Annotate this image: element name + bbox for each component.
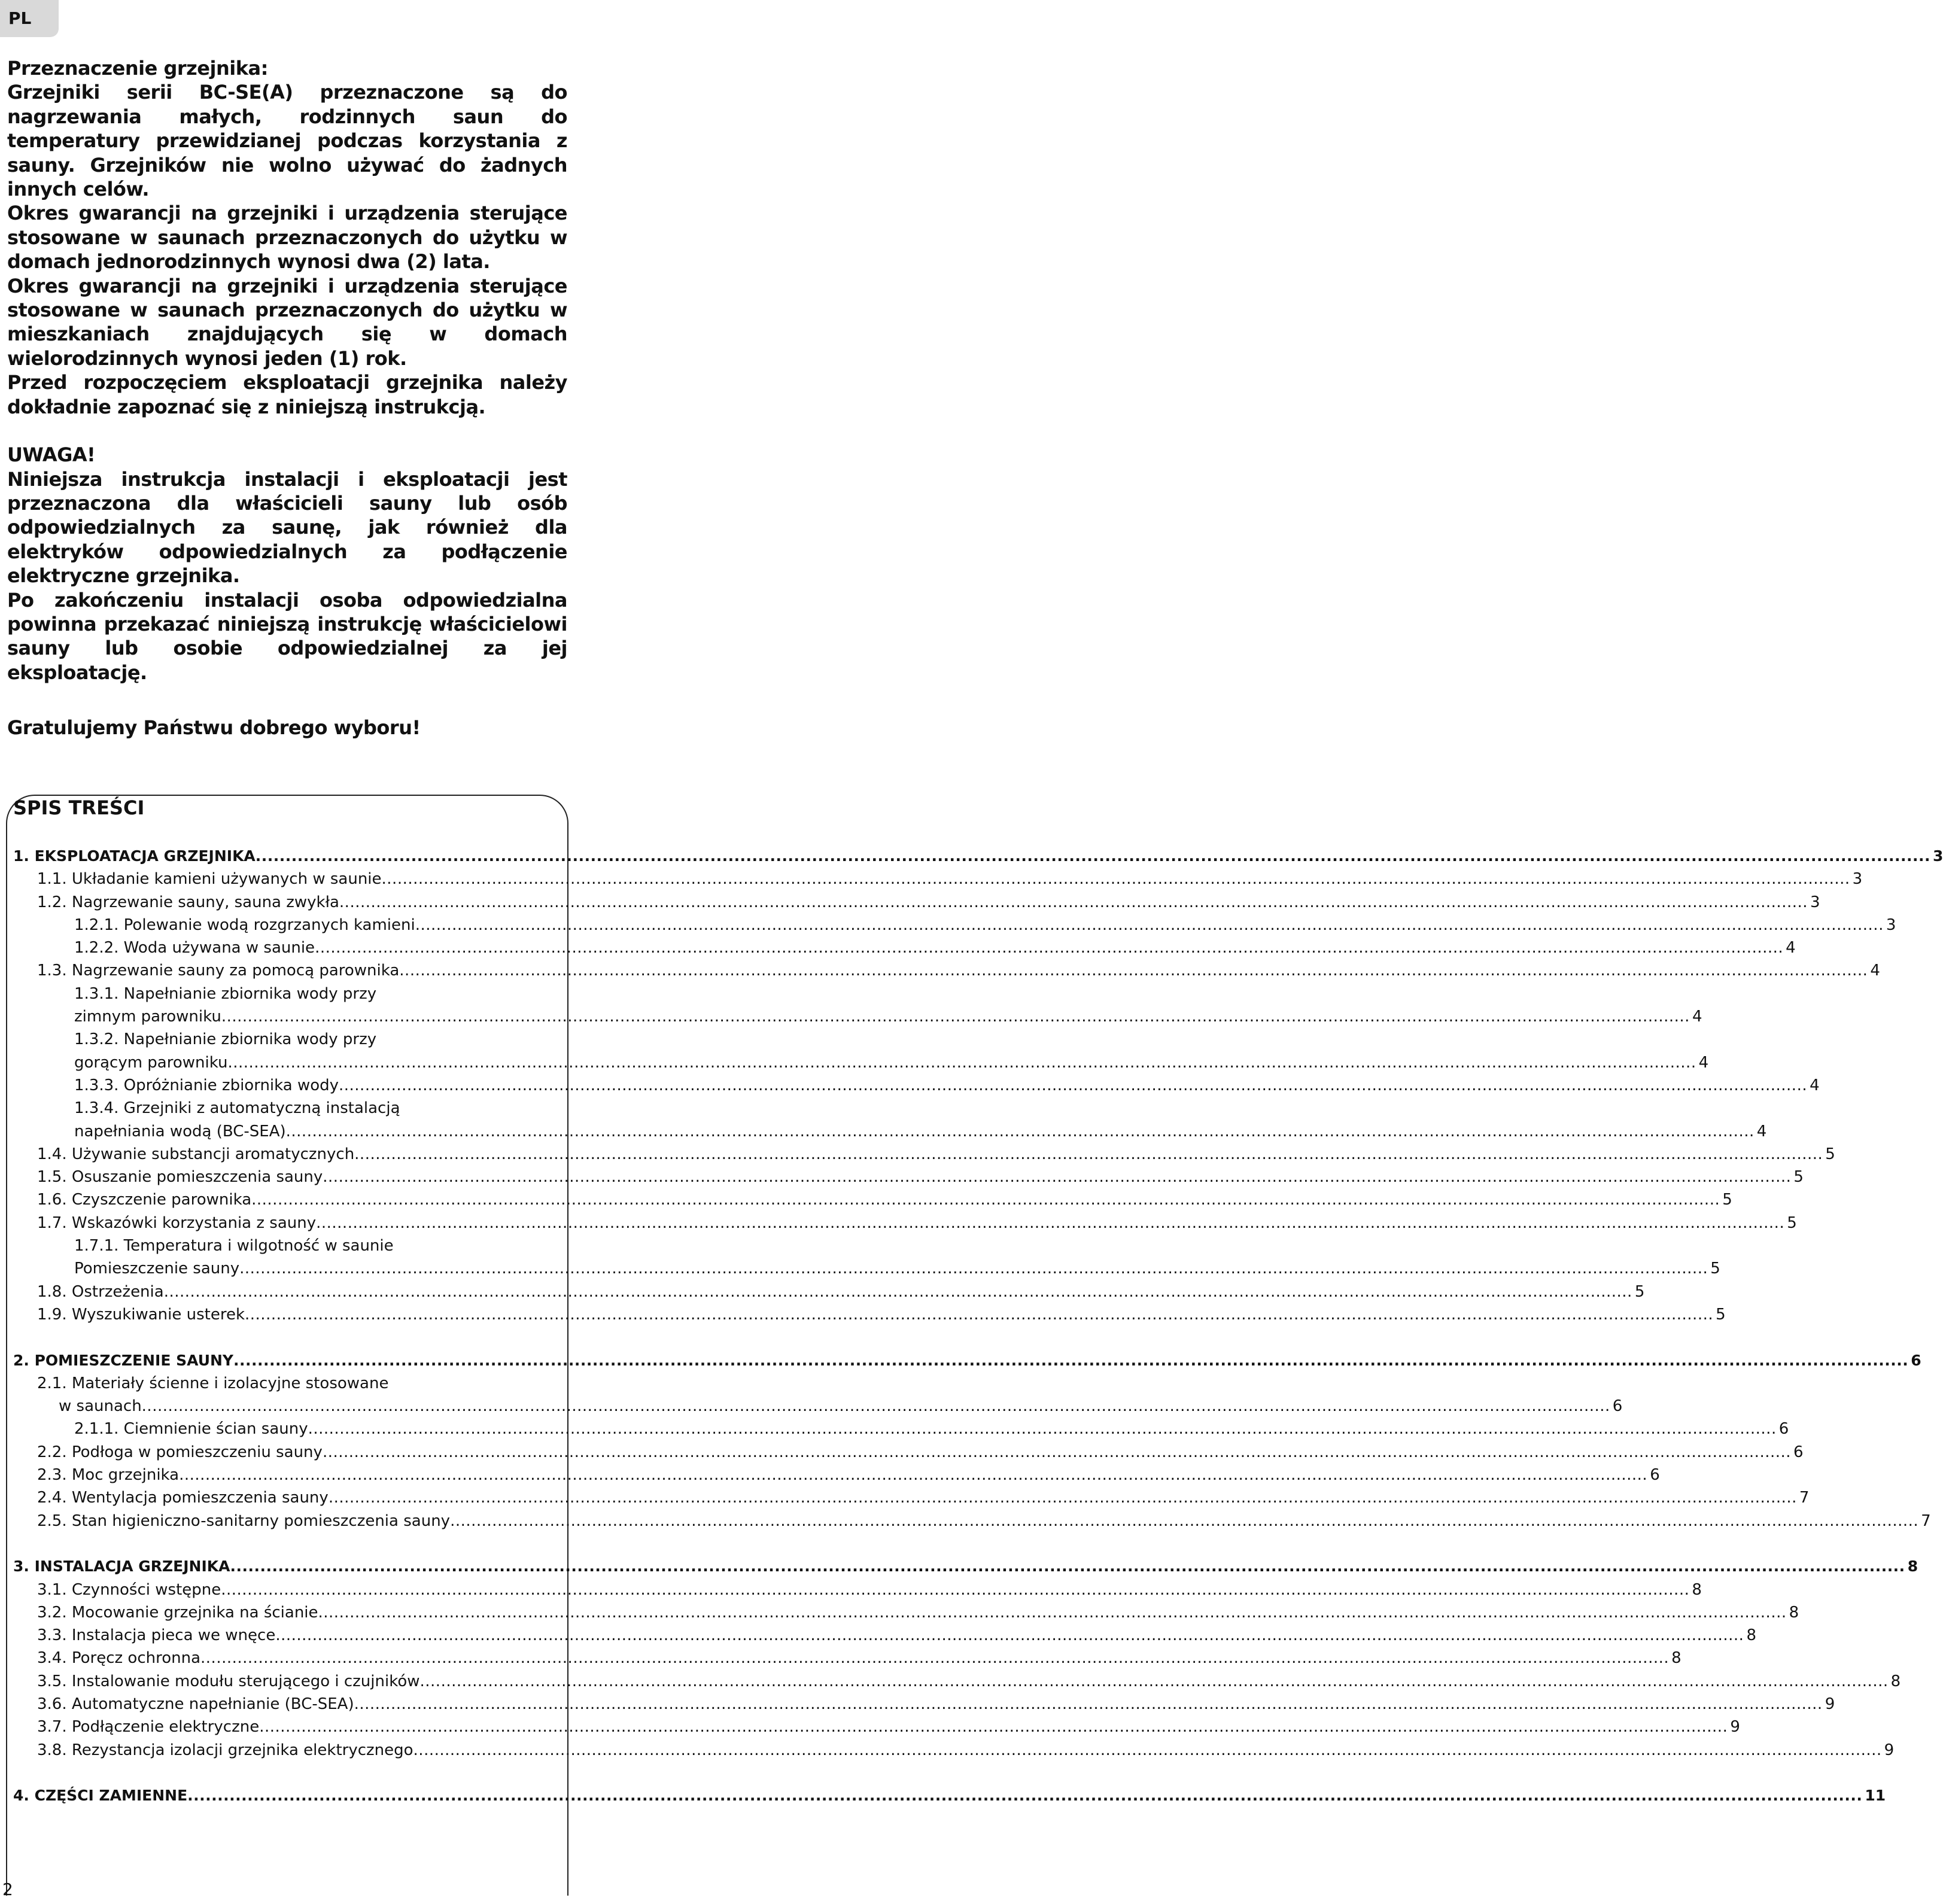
- toc-item-1-5[interactable]: 1.5. Osuszanie pomieszczenia sauny ..... 5: [13, 1166, 560, 1188]
- toc-item-1-2[interactable]: 1.2. Nagrzewanie sauny, sauna zwykła ..... 3: [13, 891, 560, 914]
- toc-item-2-2[interactable]: 2.2. Podłoga w pomieszczeniu sauny ..... 6: [13, 1441, 560, 1464]
- toc-item-3-3[interactable]: 3.3. Instalacja pieca we wnęce ..... 8: [13, 1624, 560, 1647]
- toc-item-1-6[interactable]: 1.6. Czyszczenie parownika ..... 5: [13, 1188, 560, 1211]
- toc-item-1-1[interactable]: 1.1. Układanie kamieni używanych w saunie ..... 3: [13, 868, 560, 890]
- toc-item-2-5[interactable]: 2.5. Stan higieniczno-sanitarny pomieszczenia sauny ..... 7: [13, 1510, 560, 1532]
- toc-item-1-7-1[interactable]: Pomieszczenie sauny ..... 5: [13, 1257, 560, 1280]
- toc-item-1-7-1-line1[interactable]: 1.7.1. Temperatura i wilgotność w saunie: [74, 1237, 394, 1255]
- handover-paragraph: Po zakończeniu instalacji osoba odpowiedzialna powinna przekazać niniejszą instrukcję właścicielowi sauny lub osobie odpowiedzialnej za jej eksploatację.: [7, 588, 567, 684]
- toc-item-2-1[interactable]: w saunach ..... 6: [13, 1395, 560, 1418]
- congratulations: Gratulujemy Państwu dobrego wyboru!: [7, 716, 421, 740]
- toc-item-2-4[interactable]: 2.4. Wentylacja pomieszczenia sauny ..... 7: [13, 1486, 560, 1509]
- table-of-contents: [13, 845, 1943, 1807]
- toc-item-3-7[interactable]: 3.7. Podłączenie elektryczne ..... 9: [13, 1716, 560, 1738]
- toc-item-1-3-2[interactable]: gorącym parowniku ..... 4: [13, 1051, 560, 1074]
- warranty-paragraph-houses: Okres gwarancji na grzejniki i urządzenia sterujące stosowane w saunach przeznaczonych do użytku w domach jednorodzinnych wynosi dwa (2) lata.: [7, 202, 567, 273]
- toc-section-2[interactable]: 2. POMIESZCZENIE SAUNY ..... 6: [13, 1349, 560, 1372]
- toc-section-1[interactable]: 1. EKSPLOATACJA GRZEJNIKA ..... 3: [13, 845, 560, 868]
- intro-text: [7, 56, 567, 740]
- toc-section-3[interactable]: 3. INSTALACJA GRZEJNIKA ..... 8: [13, 1555, 560, 1578]
- toc-item-1-9[interactable]: 1.9. Wyszukiwanie usterek ..... 5: [13, 1303, 560, 1326]
- toc-item-1-7[interactable]: 1.7. Wskazówki korzystania z sauny ..... 5: [13, 1212, 560, 1234]
- toc-title: SPIS TREŚCI: [13, 796, 145, 819]
- toc-item-1-3-4[interactable]: napełniania wodą (BC-SEA) ..... 4: [13, 1120, 560, 1143]
- toc-item-1-3-2-line1[interactable]: 1.3.2. Napełnianie zbiornika wody przy: [74, 1030, 377, 1049]
- toc-item-1-3-1-line1[interactable]: 1.3.1. Napełnianie zbiornika wody przy: [74, 984, 377, 1003]
- toc-item-2-1-1[interactable]: 2.1.1. Ciemnienie ścian sauny ..... 6: [13, 1418, 560, 1440]
- toc-item-1-8[interactable]: 1.8. Ostrzeżenia ..... 5: [13, 1281, 560, 1303]
- page-number: 2: [2, 1879, 13, 1899]
- toc-section-4[interactable]: 4. CZĘŚCI ZAMIENNE ..... 11: [13, 1784, 560, 1807]
- toc-item-1-2-1[interactable]: 1.2.1. Polewanie wodą rozgrzanych kamieni ..... 3: [13, 914, 560, 936]
- audience-paragraph: Niniejsza instrukcja instalacji i eksploatacji jest przeznaczona dla właścicieli sauny lub osób odpowiedzialnych za saunę, jak również dla elektryków odpowiedzialnych za podłączenie elektryczne grzejnika.: [7, 467, 567, 588]
- toc-item-1-3-4-line1[interactable]: 1.3.4. Grzejniki z automatyczną instalacją: [74, 1099, 400, 1118]
- toc-item-3-1[interactable]: 3.1. Czynności wstępne ..... 8: [13, 1578, 560, 1601]
- toc-item-3-4[interactable]: 3.4. Poręcz ochronna ..... 8: [13, 1647, 560, 1669]
- language-tab: PL: [0, 0, 59, 37]
- toc-item-3-8[interactable]: 3.8. Rezystancja izolacji grzejnika elektrycznego ..... 9: [13, 1739, 560, 1762]
- toc-item-2-3[interactable]: 2.3. Moc grzejnika ..... 6: [13, 1464, 560, 1486]
- toc-item-3-6[interactable]: 3.6. Automatyczne napełnianie (BC-SEA) ..... 9: [13, 1693, 560, 1716]
- purpose-heading: Przeznaczenie grzejnika:: [7, 57, 268, 80]
- toc-item-2-1-line1[interactable]: 2.1. Materiały ścienne i izolacyjne stosowane: [37, 1374, 389, 1392]
- toc-item-1-3[interactable]: 1.3. Nagrzewanie sauny za pomocą parownika ..... 4: [13, 959, 560, 982]
- warning-title: UWAGA!: [7, 443, 96, 467]
- warranty-paragraph-apartments: Okres gwarancji na grzejniki i urządzenia sterujące stosowane w saunach przeznaczonych do użytku w mieszkaniach znajdujących się w domach wielorodzinnych wynosi jeden (1) rok.: [7, 274, 567, 370]
- toc-item-1-3-1[interactable]: zimnym parowniku ..... 4: [13, 1005, 560, 1028]
- toc-item-1-3-3[interactable]: 1.3.3. Opróżnianie zbiornika wody ..... 4: [13, 1074, 560, 1097]
- toc-item-3-5[interactable]: 3.5. Instalowanie modułu sterującego i czujników ..... 8: [13, 1670, 560, 1693]
- toc-item-3-2[interactable]: 3.2. Mocowanie grzejnika na ścianie ..... 8: [13, 1601, 560, 1624]
- read-instructions-paragraph: Przed rozpoczęciem eksploatacji grzejnika należy dokładnie zapoznać się z niniejszą instrukcją.: [7, 371, 567, 418]
- purpose-paragraph: Grzejniki serii BC-SE(A) przeznaczone są do nagrzewania małych, rodzinnych saun do temperatury przewidzianej podczas korzystania z sauny. Grzejników nie wolno używać do żadnych innych celów.: [7, 81, 567, 201]
- toc-item-1-2-2[interactable]: 1.2.2. Woda używana w saunie ..... 4: [13, 936, 560, 959]
- toc-item-1-4[interactable]: 1.4. Używanie substancji aromatycznych ..... 5: [13, 1143, 560, 1166]
